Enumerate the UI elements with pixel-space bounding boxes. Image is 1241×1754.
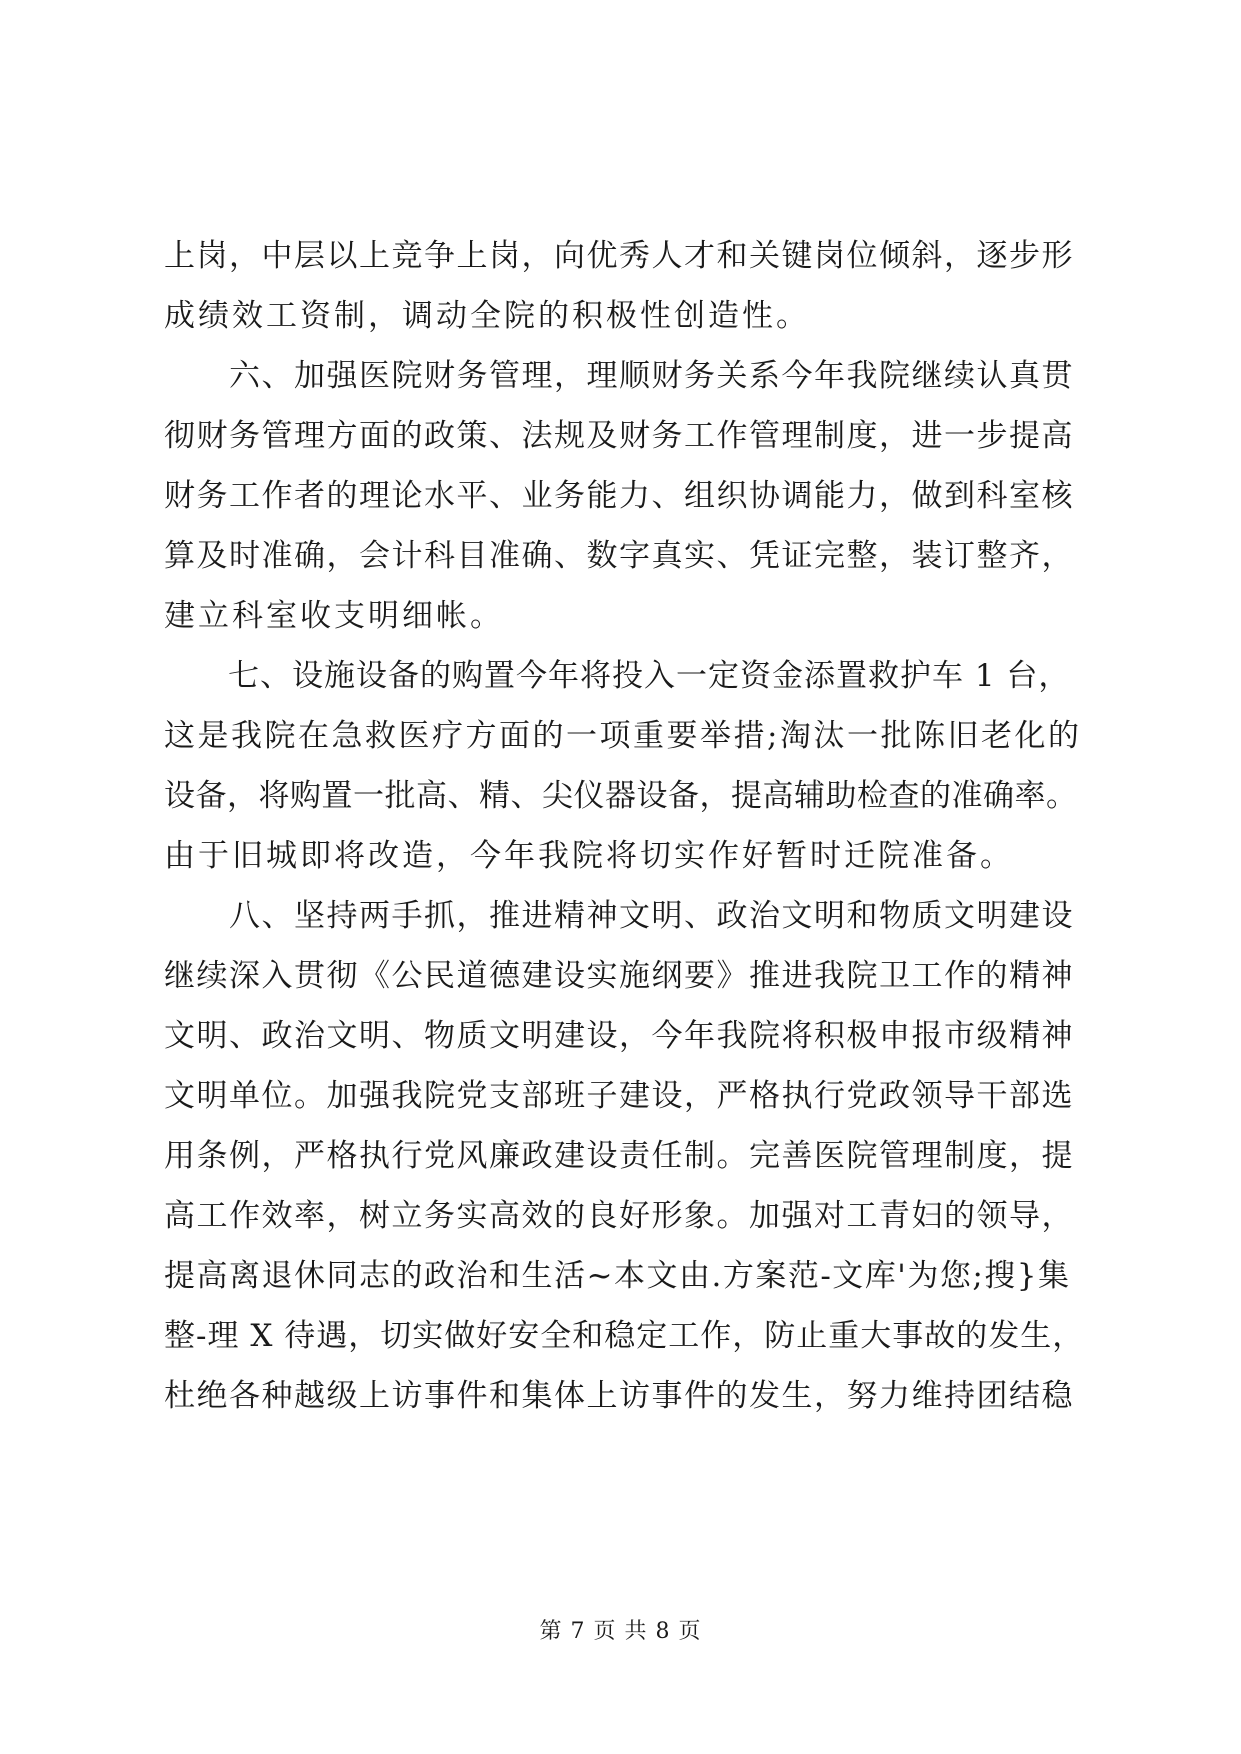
text-line: 文明单位。加强我院党支部班子建设，严格执行党政领导干部选 [164, 1078, 1074, 1114]
text-line: 设备，将购置一批高、精、尖仪器设备，提高辅助检查的准确率。 [164, 778, 1078, 814]
text-line: 由于旧城即将改造，今年我院将切实作好暂时迁院准备。 [164, 838, 1014, 874]
text-line: 七、设施设备的购置今年将投入一定资金添置救护车 1 台， [164, 658, 1071, 694]
text-line: 六、加强医院财务管理，理顺财务关系今年我院继续认真贯 [164, 358, 1074, 394]
text-line: 彻财务管理方面的政策、法规及财务工作管理制度，进一步提高 [164, 418, 1074, 454]
text-line: 这是我院在急救医疗方面的一项重要举措;淘汰一批陈旧老化的 [164, 718, 1082, 754]
text-line: 算及时准确，会计科目准确、数字真实、凭证完整，装订整齐， [164, 538, 1074, 574]
text-line: 整-理 X 待遇，切实做好安全和稳定工作，防止重大事故的发生， [164, 1318, 1085, 1354]
text-line: 上岗，中层以上竞争上岗，向优秀人才和关键岗位倾斜，逐步形 [164, 238, 1074, 274]
text-line: 提高离退休同志的政治和生活~本文由.方案范-文库'为您;搜}集 [164, 1258, 1071, 1294]
text-line: 用条例，严格执行党风廉政建设责任制。完善医院管理制度，提 [164, 1138, 1074, 1174]
text-line: 杜绝各种越级上访事件和集体上访事件的发生，努力维持团结稳 [164, 1378, 1074, 1414]
document-body [164, 226, 1084, 1426]
text-line: 财务工作者的理论水平、业务能力、组织协调能力，做到科室核 [164, 478, 1074, 514]
text-line: 文明、政治文明、物质文明建设，今年我院将积极申报市级精神 [164, 1018, 1074, 1054]
text-line: 成绩效工资制，调动全院的积极性创造性。 [164, 298, 810, 334]
text-line: 高工作效率，树立务实高效的良好形象。加强对工青妇的领导， [164, 1198, 1074, 1234]
text-line: 继续深入贯彻《公民道德建设实施纲要》推进我院卫工作的精神 [164, 958, 1074, 994]
text-line: 建立科室收支明细帐。 [164, 598, 504, 634]
page-number-footer: 第 7 页 共 8 页 [539, 1619, 702, 1644]
text-line: 八、坚持两手抓，推进精神文明、政治文明和物质文明建设 [164, 898, 1074, 934]
